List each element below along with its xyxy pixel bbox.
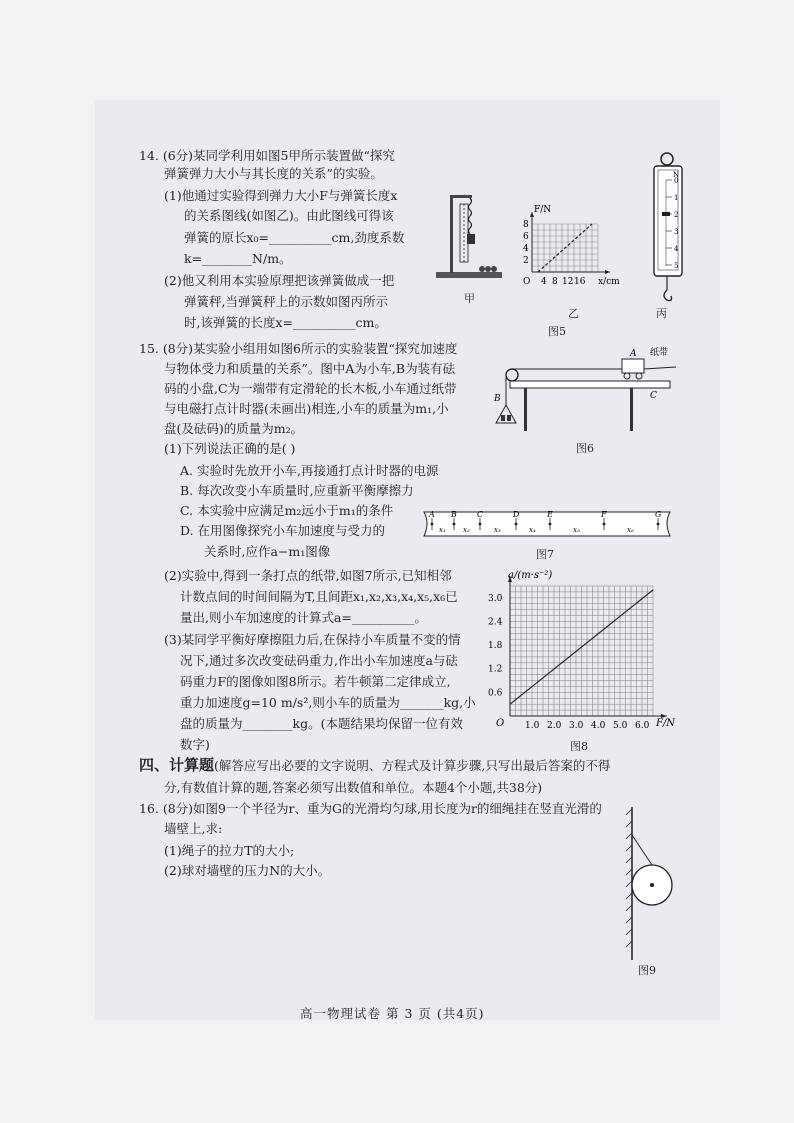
q15-option-a: A. 实验时先放开小车,再接通打点计时器的电源 [180,463,439,478]
fig7-point-label: F [601,510,607,519]
scale-tick-2: 2 [674,211,679,219]
fig7-interval-label: x₆ [627,526,634,534]
q16-line4: (2)球对墙壁的压力N的大小。 [164,863,331,878]
scale-tick-3: 3 [674,228,679,236]
fig8-ylabel: a/(m·s⁻²) [508,570,553,581]
fig5-xtick-12: 12 [562,277,574,287]
q15-part3-line6: 数字) [180,737,210,752]
scale-tick-1: 1 [674,194,679,202]
section4-heading [139,757,610,774]
fig9-caption: 图9 [638,964,656,977]
fig8-xtick: 4.0 [591,721,606,731]
q14-line7: (2)他又利用本实验原理把该弹簧做成一把 [164,273,395,288]
fig5-label-yi: 乙 [568,307,579,320]
q15-part1: (1)下列说法正确的是( ) [164,441,296,456]
fig7-point-label: E [547,510,553,519]
q15-part2-line1: (2)实验中,得到一条打点的纸带,如图7所示,已知相邻 [164,568,452,583]
q15-part2-line2: 计数点间的时间间隔为T,且间距x₁,x₂,x₃,x₄,x₅,x₆已 [180,589,458,604]
q15-part3-line4: 重力加速度g=10 m/s²,则小车的质量为_______kg,小 [180,695,476,710]
q15-option-d1: D. 在用图像探究小车加速度与受力的 [180,523,386,538]
fig7-dot [479,523,482,526]
fig7-point-label: B [451,510,457,519]
fig6-label-c: C [650,391,657,401]
q15-option-d2: 关系时,应作a−m₁图像 [204,544,331,559]
fig5-fx-graph [518,200,623,300]
fig9-ball-wall [618,805,688,965]
fig7-dot [515,523,518,526]
q14-line9: 时,该弹簧的长度x=__________cm。 [184,315,387,330]
scale-tick-0: 0 [674,177,679,185]
q14-line5: 弹簧的原长x₀=__________cm,劲度系数 [184,230,405,245]
fig6-tape-label: 纸带 [650,348,669,358]
fig7-caption: 图7 [536,548,554,561]
q14-line3: (1)他通过实验得到弹力大小F与弹簧长度x [164,188,398,203]
fig5-graph-origin: O [523,277,531,287]
q15-line3: 码的小盘,C为一端带有定滑轮的长木板,小车通过纸带 [164,381,457,396]
fig8-ytick: 3.0 [488,593,503,604]
fig7-point-label: A [429,510,435,519]
fig7-interval-label: x₂ [463,526,470,534]
q15-line2: 与物体受力和质量的关系”。图中A为小车,B为装有砝 [164,361,456,376]
fig6-label-b: B [494,394,501,404]
q15-part3-line3: 码重力F的图像如图8所示。若牛顿第二定律成立, [180,674,451,689]
fig8-xtick: 6.0 [635,721,650,731]
fig7-point-label: D [513,510,520,519]
fig8-ytick: 2.4 [488,617,503,628]
fig8-xtick: 1.0 [525,721,540,731]
fig7-dot [431,523,434,526]
q15-line4: 与电磁打点计时器(未画出)相连,小车的质量为m₁,小 [164,401,449,416]
scale-tick-5: 5 [674,262,679,270]
q15-part3-line1: (3)某同学平衡好摩擦阻力后,在保持小车质量不变的情 [164,632,461,647]
fig7-dot [603,523,606,526]
fig6-label-a: A [630,349,637,359]
q15-option-b: B. 每次改变小车质量时,应重新平衡摩擦力 [180,483,414,498]
fig8-caption: 图8 [570,740,588,753]
q15-part3-line5: 盘的质量为________kg。(本题结果均保留一位有效 [180,716,463,731]
fig5-label-jia: 甲 [464,292,475,305]
fig5-ytick-6: 6 [523,232,529,242]
fig7-point-label: G [655,510,662,519]
fig5-graph-xlabel: x/cm [598,277,620,287]
fig7-point-label: C [477,510,484,519]
fig7-dot [549,523,552,526]
fig7-dot [453,523,456,526]
fig5-label-bing: 丙 [656,307,667,320]
fig8-origin: O [496,718,505,729]
q15-line1: 15. (8分)某实验小组用如图6所示的实验装置“探究加速度 [139,341,458,356]
fig6-apparatus [490,343,680,433]
fig8-af-graph [480,566,680,736]
q14-line4: 的关系图线(如图乙)。由此图线可得该 [184,208,394,223]
section4-title: 四、计算题 [139,756,215,774]
fig7-dot [657,523,660,526]
fig5-ytick-2: 2 [523,256,529,266]
fig5-ytick-8: 8 [523,220,529,230]
fig8-xlabel: F/N [656,718,676,729]
scale-unit: N [673,171,680,179]
fig5-spring-apparatus [430,190,508,292]
q14-line8: 弹簧秤,当弹簧秤上的示数如图丙所示 [184,294,388,309]
q16-line1: 16. (8分)如图9一个半径为r、重为G的光滑均匀球,用长度为r的细绳挂在竖直光滑的 [139,801,602,816]
q14-line1: 14. (6分)某同学利用如图5甲所示装置做“探究 [139,148,395,163]
fig7-tape [418,506,676,542]
fig8-ytick: 1.8 [488,641,503,652]
fig8-xtick: 5.0 [613,721,628,731]
scale-tick-4: 4 [674,245,679,253]
fig7-interval-label: x₅ [573,526,580,534]
fig8-ytick: 0.6 [488,688,503,699]
fig5-xtick-16: 16 [574,277,586,287]
q16-line3: (1)绳子的拉力T的大小; [164,843,295,858]
fig7-interval-label: x₁ [439,526,446,534]
fig6-caption: 图6 [576,442,594,455]
fig7-interval-label: x₃ [494,526,501,534]
q16-line2: 墙壁上,求: [164,821,223,836]
q15-line5: 盘(及砝码)的质量为m₂。 [164,421,304,436]
fig8-xtick: 3.0 [569,721,584,731]
fig5-ytick-4: 4 [523,244,529,254]
section4-desc2: 分,有数值计算的题,答案必须写出数值和单位。本题4个小题,共38分) [164,780,543,795]
fig5-xtick-8: 8 [552,277,558,287]
fig5-graph-ylabel: F/N [534,205,552,215]
q15-part3-line2: 况下,通过多次改变砝码重力,作出小车加速度a与砝 [180,653,458,668]
q14-line6: k=________N/m。 [184,251,292,266]
fig8-ytick: 1.2 [488,664,503,675]
fig7-interval-label: x₄ [529,526,536,534]
section4-desc1: (解答应写出必要的文字说明、方程式及计算步骤,只写出最后答案的不得 [214,758,611,773]
q15-option-c: C. 本实验中应满足m₂远小于m₁的条件 [180,503,394,518]
fig5-caption: 图5 [548,325,566,338]
fig8-xtick: 2.0 [547,721,562,731]
q14-line2: 弹簧弹力大小与其长度的关系”的实验。 [164,166,383,181]
q15-part2-line3: 量出,则小车加速度的计算式a=__________。 [180,610,427,625]
page-footer: 高一物理试卷 第 3 页 (共4页) [300,1006,485,1021]
fig5-spring-scale [648,150,693,305]
fig5-xtick-4: 4 [541,277,547,287]
